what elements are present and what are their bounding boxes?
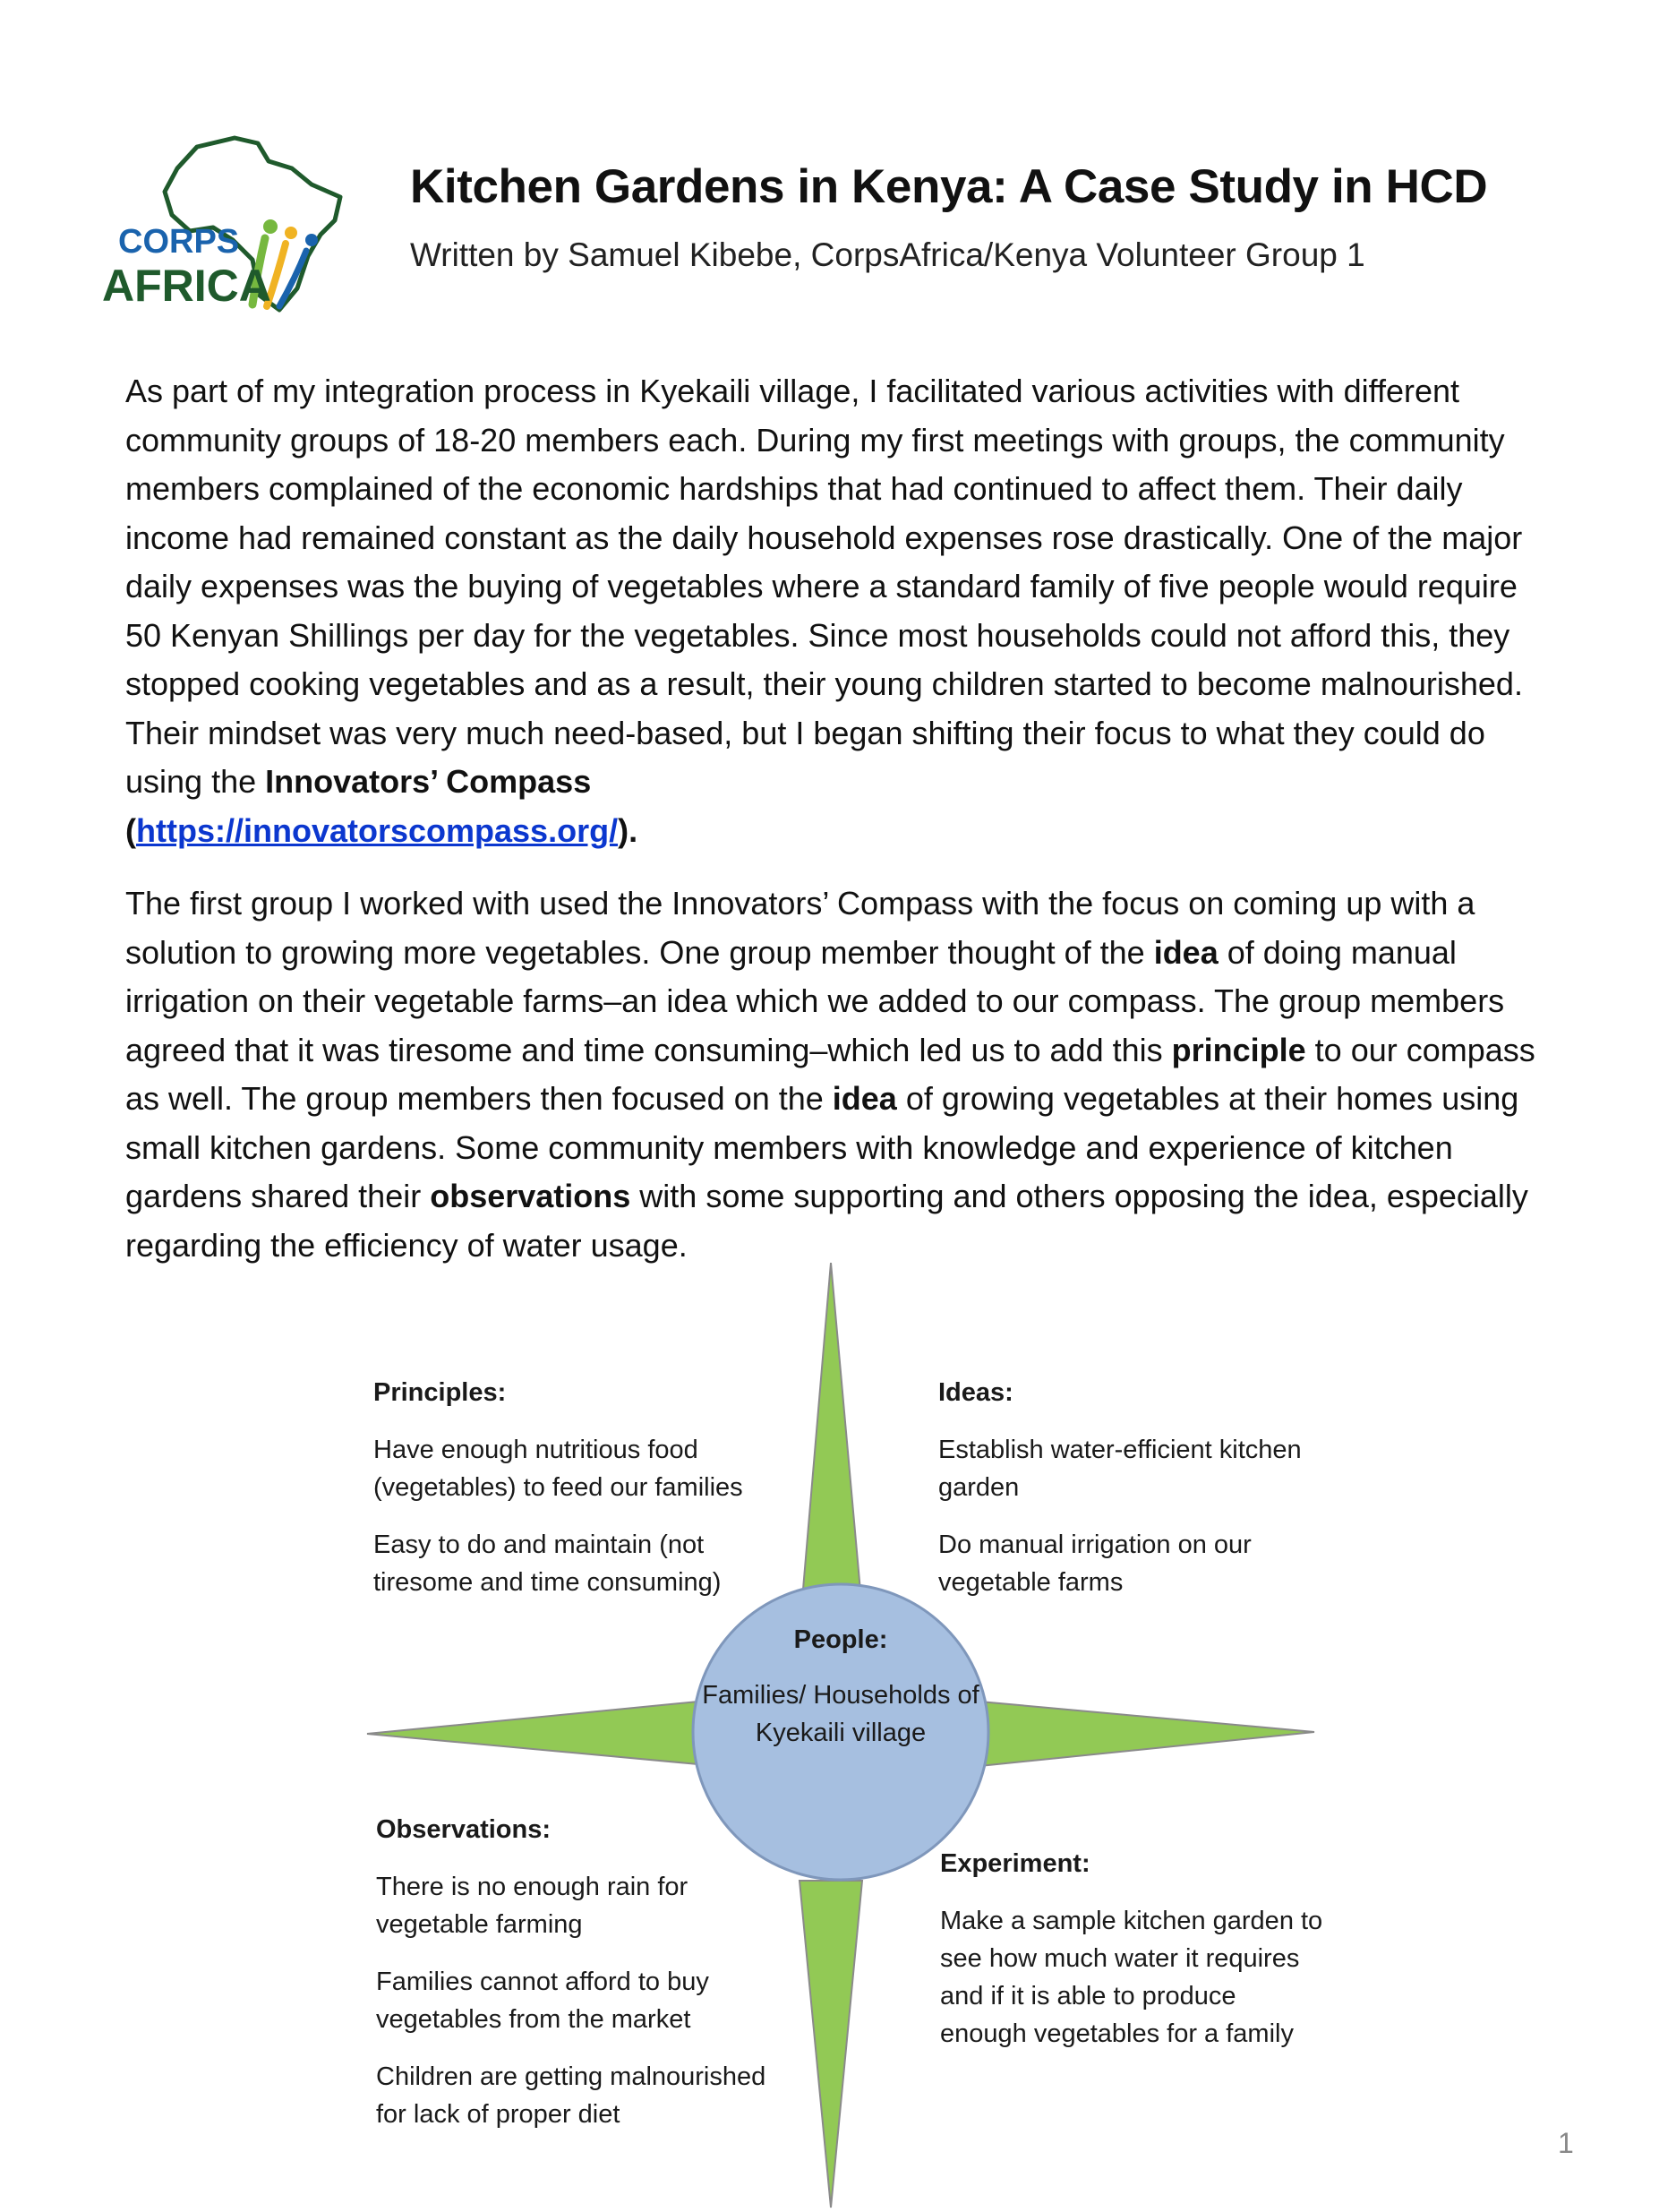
compass-arm-north	[800, 1263, 863, 1621]
experiment-heading: Experiment:	[940, 1849, 1090, 1878]
people-heading: People:	[793, 1625, 888, 1654]
paragraph-2-text-c: of doing manual irrigation on their vegetable farms–an idea which we added to our compass. The group members agreed that it was tiresome and time consuming–which led us to add this	[125, 933, 1505, 1068]
observations-item: Children are getting malnourished for lack of proper diet	[376, 2062, 766, 2129]
observations-item: Families cannot afford to buy vegetables from the market	[376, 1968, 709, 2034]
paragraph-2-text-e: to our compass as well. The group members then focused on the	[125, 1031, 1535, 1117]
people-center	[691, 1621, 990, 1752]
paragraph-2-text-a: The first group I worked with used the Innovators’ Compass with the focus on coming up with a solution to growing more vegetables. One group member thought of the	[125, 885, 1475, 971]
bold-observations: observations	[430, 1178, 631, 1214]
logo-text-corps: CORPS	[118, 223, 240, 261]
bold-idea-1: idea	[1153, 933, 1219, 971]
innovators-compass-bold: Innovators’ Compass	[265, 763, 592, 800]
paragraph-1	[125, 367, 1558, 855]
ideas-item: Establish water-efficient kitchen garden	[938, 1436, 1302, 1502]
page-number: 1	[1558, 2127, 1574, 2159]
page-subtitle: Written by Samuel Kibebe, CorpsAfrica/Kenya Volunteer Group 1	[410, 236, 1365, 273]
bold-principle: principle	[1171, 1031, 1306, 1068]
principles-item: Have enough nutritious food (vegetables) to feed our families	[373, 1436, 743, 1502]
innovators-compass-link[interactable]: https://innovatorscompass.org/	[136, 811, 619, 849]
link-open-paren: (	[125, 811, 136, 849]
observations-box	[376, 1811, 797, 2153]
paragraph-2	[125, 879, 1558, 1270]
paragraph-1-text: As part of my integration process in Kyekaili village, I facilitated various activities with different community groups of 18-20 members each. During my first meetings with groups, the community members complained of the economic hardships that had continued to affect them. Their daily income had remained constant as the daily household expenses rose drastically. One of the major daily expenses was the buying of vegetables where a standard family of five people would require 50 Kenyan Shillings per day for the vegetables. Since most households could not afford this, they stopped cooking vegetables and as a result, their young children started to become malnourished. Their mindset was very much need-based, but I began shifting their focus to what they could do using the	[125, 373, 1523, 800]
page-title: Kitchen Gardens in Kenya: A Case Study in HCD	[410, 160, 1488, 213]
people-text: Families/ Households of Kyekaili village	[702, 1681, 979, 1747]
ideas-heading: Ideas:	[938, 1378, 1013, 1407]
innovators-compass-diagram	[358, 1263, 1325, 2212]
ideas-item: Do manual irrigation on our vegetable farms	[938, 1530, 1252, 1597]
principles-item: Easy to do and maintain (not tiresome and time consuming)	[373, 1530, 722, 1597]
corpsafrica-logo	[100, 134, 351, 313]
compass-arm-east	[979, 1702, 1314, 1766]
bold-idea-2: idea	[832, 1080, 897, 1117]
observations-item: There is no enough rain for vegetable farming	[376, 1873, 688, 1939]
principles-heading: Principles:	[373, 1378, 507, 1407]
paragraph-2-text-g: of growing vegetables at their homes using small kitchen gardens. Some community members with knowledge and experience of kitchen gardens shared their	[125, 1080, 1519, 1214]
experiment-box	[940, 1845, 1325, 2072]
principles-box	[373, 1374, 794, 1621]
paragraph-2-text-i: with some supporting and others opposing the idea, especially regarding the efficiency of water usage.	[125, 1178, 1528, 1264]
link-close-paren: ).	[618, 811, 638, 849]
experiment-item: Make a sample kitchen garden to see how much water it requires and if it is able to produce enough vegetables for a family	[940, 1907, 1323, 2048]
compass-arm-west	[367, 1702, 698, 1764]
compass-arm-south	[800, 1881, 862, 2208]
logo-text-africa: AFRICA	[102, 261, 271, 311]
ideas-box	[938, 1374, 1323, 1621]
observations-heading: Observations:	[376, 1815, 551, 1844]
